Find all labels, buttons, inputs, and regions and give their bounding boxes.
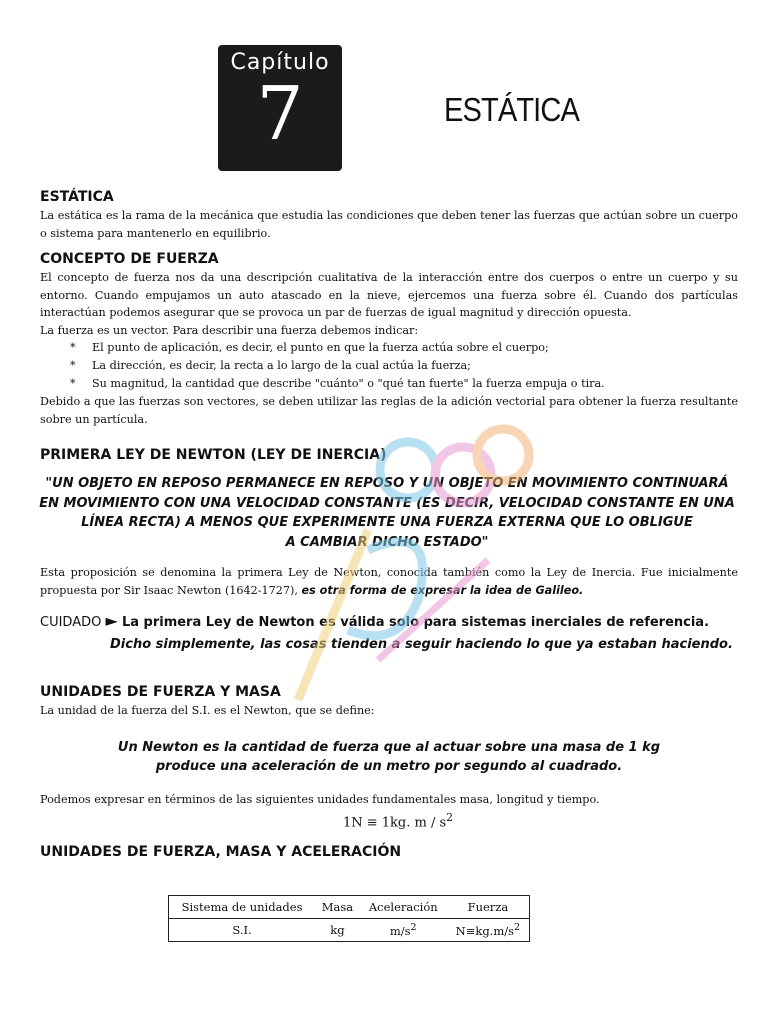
newton-definition: Un Newton es la cantidad de fuerza que al actuar sobre una masa de 1 kg produce una aceleración de un metro por segundo al cuadrado. <box>117 739 661 774</box>
newton-paragraph: Esta proposición se denomina la primera Ley de Newton, conocida también como la Ley de Inercia. Fue inicialmente propuesta por Sir Isaac Newton (1642-1727), es otra forma de expresar la idea de Galileo. <box>40 566 738 597</box>
table-cell-acceleration: $m/s^2$ <box>389 922 417 938</box>
chapter-title: ESTÁTICA <box>444 91 579 128</box>
chapter-word: Capítulo <box>230 50 330 75</box>
table-header-cell: Masa <box>315 896 360 919</box>
caution-note <box>40 610 738 656</box>
caution-statement: La primera Ley de Newton es válida solo para sistemas inerciales de referencia. <box>121 615 710 630</box>
concepto-vector-intro: La fuerza es un vector. Para describir una fuerza debemos indicar: <box>40 323 419 337</box>
table-header-cell: Sistema de unidades <box>169 896 316 919</box>
section-heading-concepto: CONCEPTO DE FUERZA <box>40 251 219 267</box>
table-cell-system: S.I. <box>232 923 252 937</box>
section-heading-estatica: ESTÁTICA <box>40 189 114 205</box>
bullet-marker: * <box>70 359 76 372</box>
estatica-paragraph: La estática es la rama de la mecánica que estudia las condiciones que deben tener las fuerzas que actúan sobre un cuerpo o sistema para mantenerlo en equilibrio. <box>40 209 738 240</box>
arrow-right-icon: ► <box>105 611 118 630</box>
list-item: * Su magnitud, la cantidad que describe "cuánto" o "qué tan fuerte" la fuerza empuja o tira. <box>40 375 738 393</box>
table-row <box>169 919 530 942</box>
page-content <box>40 188 738 862</box>
caution-label: CUIDADO <box>40 615 102 630</box>
units-paragraph: Podemos expresar en términos de las siguientes unidades fundamentales masa, longitud y tiempo. <box>40 792 600 806</box>
caution-explanation: Dicho simplemente, las cosas tienden a seguir haciendo lo que ya estaban haciendo. <box>110 637 733 652</box>
newton-law-quote: "UN OBJETO EN REPOSO PERMANECE EN REPOSO Y UN OBJETO EN MOVIMIENTO CONTINUARÁ EN MOVIMIENTO CON UNA VELOCIDAD CONSTANTE (ES DECIR, VELOCIDAD CONSTANTE EN UNA LÍNEA RECTA) A MENOS QUE EXPERIMENTE UNA FUERZA EXTERNA QUE LO OBLIGUE A CAMBIAR DICHO ESTADO" <box>39 476 735 550</box>
bullet-marker: * <box>70 341 76 354</box>
table-cell-force: $N\equiv kg.m/s^2$ <box>455 922 521 938</box>
section-heading-newton: PRIMERA LEY DE NEWTON (LEY DE INERCIA) <box>40 447 387 463</box>
galileo-emphasis: es otra forma de expresar la idea de Galileo. <box>301 583 584 597</box>
list-item: * El punto de aplicación, es decir, el punto en que la fuerza actúa sobre el cuerpo; <box>40 339 738 357</box>
concepto-conclusion: Debido a que las fuerzas son vectores, se deben utilizar las reglas de la adición vectorial para obtener la fuerza resultante sobre un partícula. <box>40 395 738 426</box>
force-properties-list <box>40 339 738 393</box>
chapter-number: 7 <box>256 71 304 157</box>
chapter-badge <box>218 45 342 171</box>
table-header-cell: Fuerza <box>447 896 530 919</box>
bullet-marker: * <box>70 377 76 390</box>
section-heading-tabla: UNIDADES DE FUERZA, MASA Y ACELERACIÓN <box>40 844 402 861</box>
concepto-paragraph: El concepto de fuerza nos da una descripción cualitativa de la interacción entre dos cuerpos o entre un cuerpo y su entorno. Cuando empujamos un auto atascado en la nieve, ejercemos una fuerza sobre él. Cuando dos partículas interactúan podemos asegurar que se provoca un par de fuerzas de igual magnitud y dirección opuesta. <box>40 271 738 319</box>
section-heading-unidades: UNIDADES DE FUERZA Y MASA <box>40 684 281 700</box>
table-header-row <box>169 896 530 919</box>
unidades-paragraph: La unidad de la fuerza del S.I. es el Newton, que se define: <box>40 704 375 717</box>
table-cell-mass: kg <box>330 923 345 937</box>
units-table <box>168 895 530 942</box>
newton-formula: 1N ≡ 1kg. m / $s^2$ <box>342 811 454 831</box>
table-header-cell: Aceleración <box>360 896 447 919</box>
list-item: * La dirección, es decir, la recta a lo largo de la cual actúa la fuerza; <box>40 357 738 375</box>
